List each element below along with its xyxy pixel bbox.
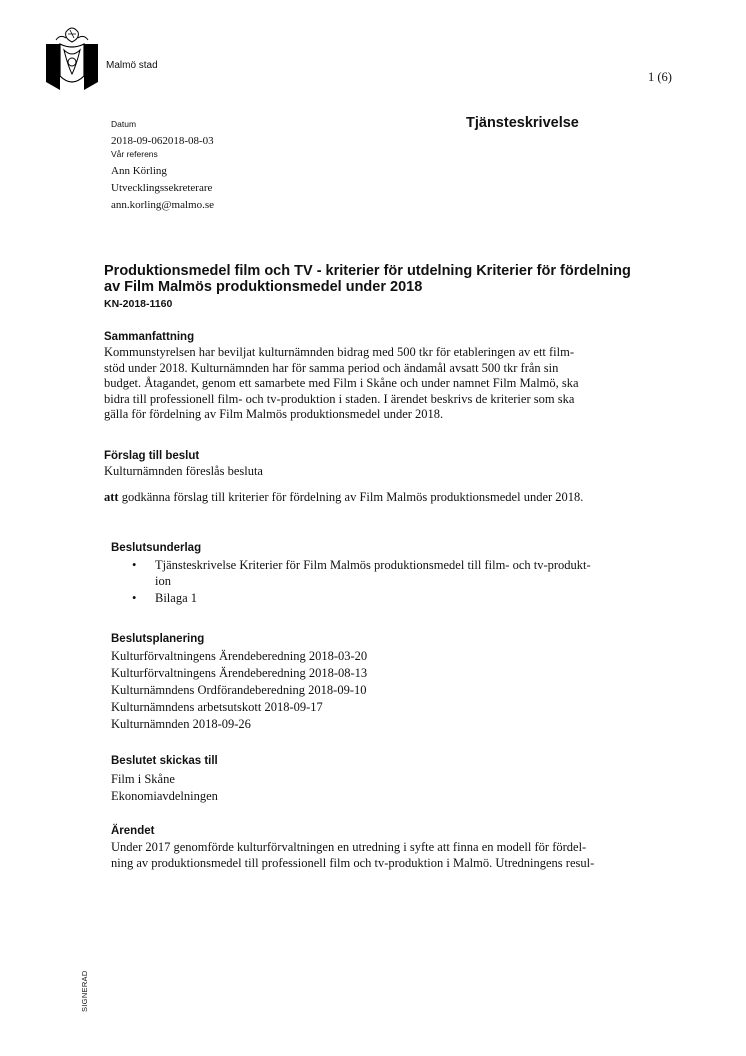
sent-to-heading: Beslutet skickas till	[111, 755, 218, 767]
proposal-heading: Förslag till beslut	[104, 450, 200, 462]
att-keyword: att	[104, 490, 119, 504]
case-number: KN-2018-1160	[104, 298, 173, 310]
basis-list	[111, 558, 671, 607]
list-item: Kulturförvaltningens Ärendeberedning 2018-08-13	[111, 666, 368, 680]
list-item: • Bilaga 1	[111, 591, 671, 607]
text-line: gälla för fördelning av Film Malmös produktionsmedel under 2018.	[104, 407, 444, 421]
text-line: bidra till professionell film- och tv-produktion i staden. I ärendet beskrivs de kriterier som ska	[104, 391, 575, 406]
basis-heading: Beslutsunderlag	[111, 542, 202, 554]
list-item: • Tjänsteskrivelse Kriterier för Film Malmös produktionsmedel till film- och tv-produkt- ion	[111, 558, 671, 589]
errand-text	[111, 840, 671, 871]
datum-label: Datum	[111, 119, 137, 129]
reference-title: Utvecklingssekreterare	[111, 182, 213, 194]
reference-email: ann.korling@malmo.se	[111, 199, 215, 211]
text-line: stöd under 2018. Kulturnämnden har för samma period och ändamål avsatt 500 tkr från sin	[104, 360, 559, 375]
org-name: Malmö stad	[106, 60, 158, 71]
signed-stamp: SIGNERAD	[80, 970, 89, 1012]
list-item: Kulturnämndens Ordförandeberedning 2018-09-10	[111, 683, 367, 697]
datum-value: 2018-09-062018-08-03	[111, 135, 214, 147]
text-line: budget. Åtagandet, genom ett samarbete med Film i Skåne och under namnet Film Malmö, ska	[104, 376, 579, 390]
proposal-intro: Kulturnämnden föreslås besluta	[104, 464, 263, 478]
planning-list	[111, 648, 367, 733]
planning-heading: Beslutsplanering	[111, 633, 205, 645]
list-item: Kulturförvaltningens Ärendeberedning 2018-03-20	[111, 649, 368, 663]
page-number: 1 (6)	[648, 70, 672, 84]
title-line: av Film Malmös produktionsmedel under 2018	[104, 279, 423, 295]
errand-heading: Ärendet	[111, 825, 155, 837]
reference-name: Ann Körling	[111, 165, 167, 177]
proposal-decision	[104, 490, 684, 506]
sent-to-list	[111, 771, 218, 805]
summary-text	[104, 345, 664, 423]
text-line: Kommunstyrelsen har beviljat kulturnämnden bidrag med 500 tkr för etableringen av ett film-	[104, 345, 575, 359]
list-item: Film i Skåne	[111, 772, 175, 786]
reference-label: Vår referens	[111, 149, 158, 159]
text-line: ning av produktionsmedel till professionell film och tv-produktion i Malmö. Utredningens resul-	[111, 855, 595, 870]
malmo-coat-of-arms-icon	[46, 26, 98, 90]
text-line: Under 2017 genomförde kulturförvaltningen en utredning i syfte att finna en modell för fördel-	[111, 840, 587, 854]
att-text: godkänna förslag till kriterier för fördelning av Film Malmös produktionsmedel under 2018.	[118, 490, 584, 504]
list-item: Ekonomiavdelningen	[111, 789, 218, 803]
list-item: Kulturnämnden 2018-09-26	[111, 717, 251, 731]
title-line: Produktionsmedel film och TV - kriterier för utdelning Kriterier för fördelning	[104, 263, 631, 279]
document-type: Tjänsteskrivelse	[466, 115, 579, 131]
summary-heading: Sammanfattning	[104, 331, 195, 343]
list-item: Kulturnämndens arbetsutskott 2018-09-17	[111, 700, 323, 714]
document-title	[104, 263, 664, 295]
